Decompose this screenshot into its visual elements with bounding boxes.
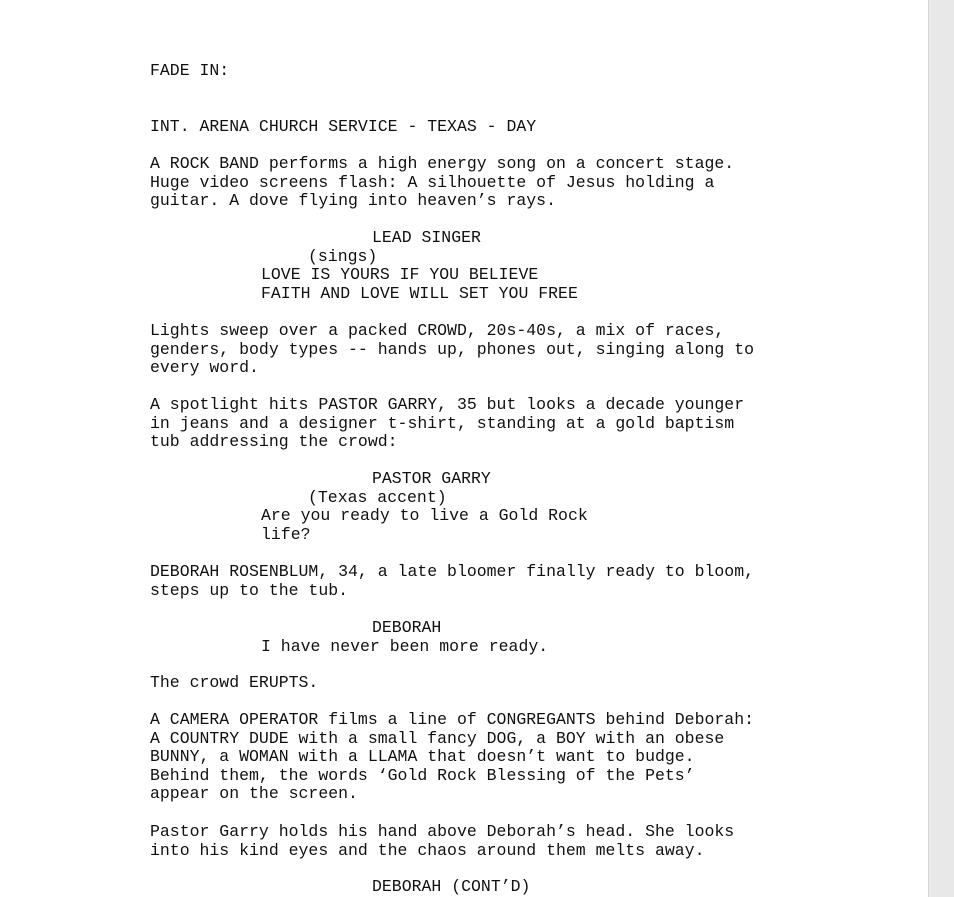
dialogue-line: FAITH AND LOVE WILL SET YOU FREE <box>261 283 578 303</box>
action-line: A ROCK BAND performs a high energy song on a concert stage. <box>150 154 735 173</box>
action-line: steps up to the tub. <box>150 580 349 600</box>
action-line: into his kind eyes and the chaos around them melts away. <box>150 840 705 860</box>
action-line: A COUNTRY DUDE with a small fancy DOG, a BOY with an obese <box>150 728 725 748</box>
action-line: every word. <box>150 358 259 378</box>
dialogue-line: life? <box>261 524 311 544</box>
action-line: Lights sweep over a packed CROWD, 20s-40s, a mix of races, <box>150 321 725 340</box>
dialogue-line: I have never been more ready. <box>261 636 549 656</box>
character-name: PASTOR GARRY <box>372 469 491 488</box>
vertical-scrollbar[interactable] <box>928 0 954 897</box>
action-line: appear on the screen. <box>150 784 358 804</box>
parenthetical: (Texas accent) <box>308 487 447 507</box>
action-line: BUNNY, a WOMAN with a LLAMA that doesn’t want to budge. <box>150 747 695 767</box>
dialogue-line: LOVE IS YOURS IF YOU BELIEVE <box>261 265 539 285</box>
action-line: tub addressing the crowd: <box>150 432 398 452</box>
action-line: A CAMERA OPERATOR films a line of CONGREGANTS behind Deborah: <box>150 710 754 729</box>
character-name: DEBORAH (CONT’D) <box>372 877 531 896</box>
fade-in-transition: FADE IN: <box>150 61 230 80</box>
action-line: The crowd ERUPTS. <box>150 673 319 692</box>
action-line: genders, body types -- hands up, phones out, singing along to <box>150 339 754 359</box>
scene-heading: INT. ARENA CHURCH SERVICE - TEXAS - DAY <box>150 117 537 136</box>
parenthetical: (sings) <box>308 246 378 266</box>
action-line: DEBORAH ROSENBLUM, 34, a late bloomer finally ready to bloom, <box>150 562 754 581</box>
action-line: guitar. A dove flying into heaven’s rays. <box>150 191 556 211</box>
character-name: LEAD SINGER <box>372 228 481 247</box>
action-line: Pastor Garry holds his hand above Deborah’s head. She looks <box>150 822 735 841</box>
action-line: in jeans and a designer t-shirt, standing at a gold baptism <box>150 413 735 433</box>
action-line: A spotlight hits PASTOR GARRY, 35 but looks a decade younger <box>150 395 745 414</box>
dialogue-line: Are you ready to live a Gold Rock <box>261 506 588 526</box>
action-line: Behind them, the words ‘Gold Rock Blessing of the Pets’ <box>150 765 695 785</box>
action-line: Huge video screens flash: A silhouette of Jesus holding a <box>150 172 715 192</box>
character-name: DEBORAH <box>372 618 442 637</box>
